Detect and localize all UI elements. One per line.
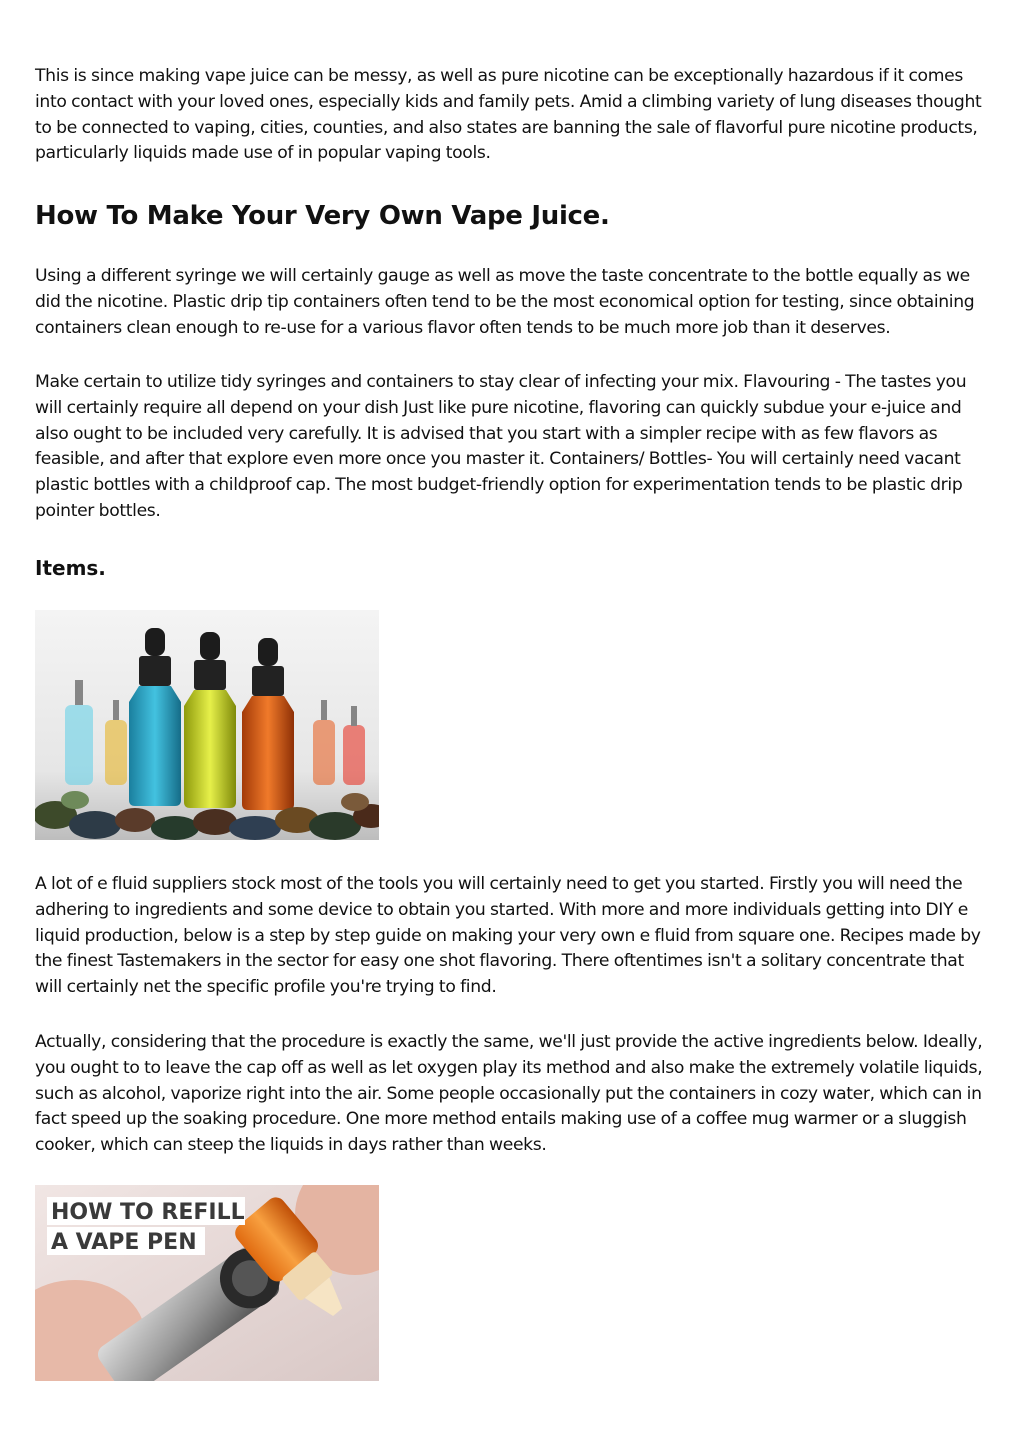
paragraph-suppliers: A lot of e fluid suppliers stock most of the tools you will certainly need to get you started. Firstly you will need the adhering to ingredients and some device to obtain you started. With more and more individuals getting into DIY e liquid production, below is a step by step guide on making your very own e fluid from square one. Recipes made by the finest Tastemakers in the sector for easy one shot flavoring. There oftentimes isn't a solitary concentrate that will certainly net the specific profile you're trying to find.	[35, 874, 981, 998]
eliquid-bottles-image	[35, 610, 379, 840]
intro-paragraph: This is since making vape juice can be messy, as well as pure nicotine can be exceptionally hazardous if it comes into contact with your loved ones, especially kids and family pets. Amid a climbing variety of lung diseases thought to be connected to vaping, cities, counties, and also states are banning the sale of flavorful pure nicotine products, particularly liquids made use of in popular vaping tools.	[35, 66, 982, 164]
main-heading: How To Make Your Very Own Vape Juice.	[35, 201, 610, 231]
caption-line1: HOW TO REFILL	[51, 1200, 245, 1225]
paragraph-procedure: Actually, considering that the procedure is exactly the same, we'll just provide the active ingredients below. Ideally, you ought to to leave the cap off as well as let oxygen play its method and also make the extremely volatile liquids, such as alcohol, vaporize right into the air. Some people occasionally put the containers in cozy water, which can in fact speed up the soaking procedure. One more method entails making use of a coffee mug warmer or a sluggish cooker, which can steep the liquids in days rather than weeks.	[35, 1032, 983, 1156]
caption-line2: A VAPE PEN	[51, 1230, 197, 1255]
paragraph-containers: Make certain to utilize tidy syringes and containers to stay clear of infecting your mix. Flavouring - The tastes you will certainly require all depend on your dish Just like pure nicotine, flavoring can quickly subdue your e-juice and also ought to be included very carefully. It is advised that you start with a simpler recipe with as few flavors as feasible, and after that explore even more once you master it. Containers/ Bottles- You will certainly need vacant plastic bottles with a childproof cap. The most budget-friendly option for experimentation tends to be plastic drip pointer bottles.	[35, 372, 967, 521]
refill-vape-pen-image	[35, 1185, 379, 1381]
items-heading: Items.	[35, 556, 106, 580]
paragraph-syringe: Using a different syringe we will certainly gauge as well as move the taste concentrate to the bottle equally as we did the nicotine. Plastic drip tip containers often tend to be the most economical option for testing, since obtaining containers clean enough to re-use for a various flavor often tends to be much more job than it deserves.	[35, 266, 975, 338]
